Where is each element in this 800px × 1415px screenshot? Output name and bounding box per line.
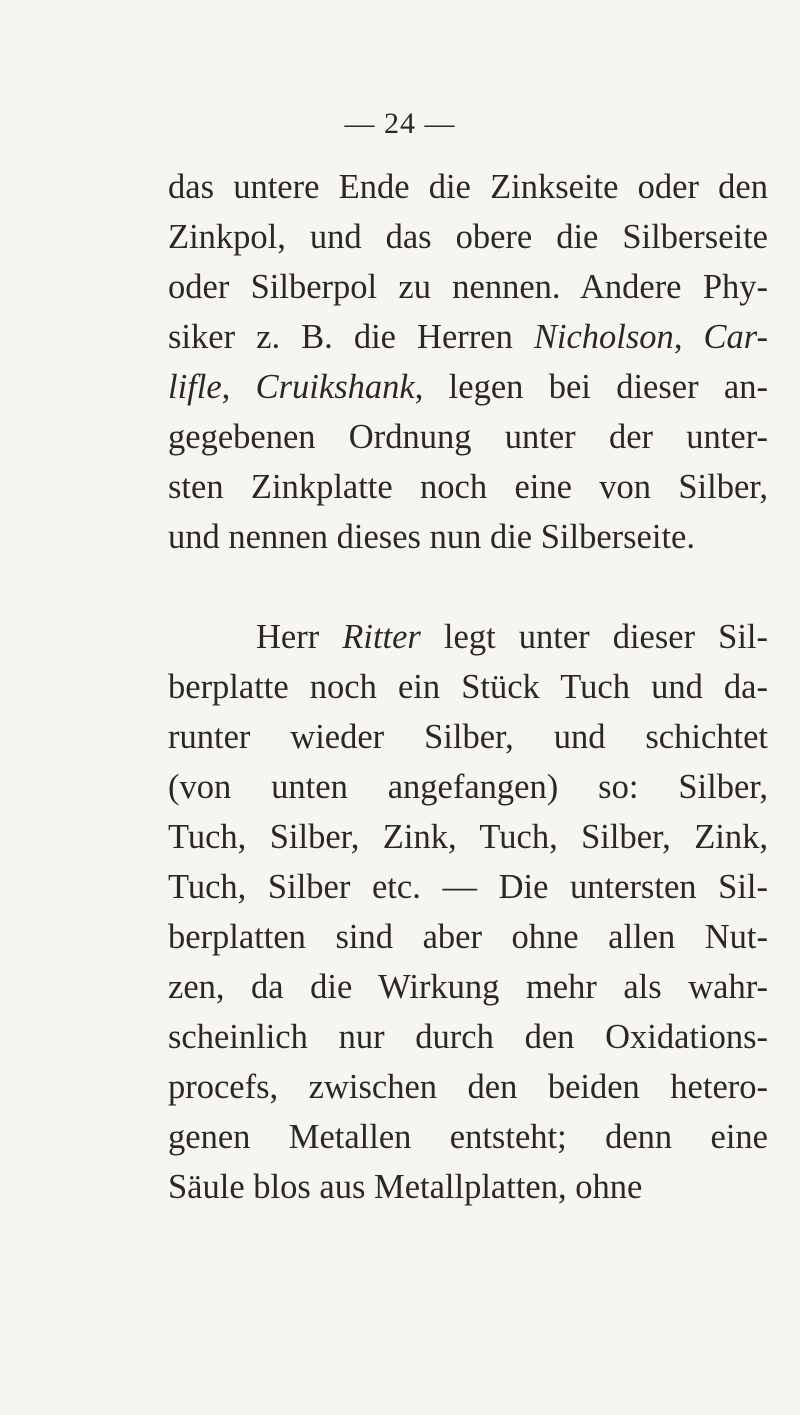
text-line [168,462,768,512]
text-line [168,1012,768,1062]
italic-name: Car- [703,318,769,356]
text-segment: , [673,318,704,356]
text-segment: sten Zinkplatte noch eine von Silber, [168,468,768,506]
text-segment: berplatte noch ein Stück Tuch und da- [168,668,768,706]
text-segment: siker z. B. die Herren [168,318,534,356]
text-segment: und nennen dieses nun die Silberseite. [168,518,695,556]
text-line [168,262,768,312]
text-line [168,312,768,362]
text-line [168,912,768,962]
italic-name: Nicholson [533,318,674,356]
text-line [168,862,768,912]
text-segment: zen, da die Wirkung mehr als wahr- [168,968,768,1006]
text-line [168,412,768,462]
italic-name: Cruikshank [255,368,415,406]
text-line [168,1112,768,1162]
text-segment: Zinkpol, und das obere die Silberseite [168,218,768,256]
text-segment: berplatten sind aber ohne allen Nut- [168,918,768,956]
page-number: — 24 — [344,107,456,140]
text-line [168,1162,768,1212]
text-segment: genen Metallen entsteht; denn eine [168,1118,768,1156]
text-segment: runter wieder Silber, und schichtet [168,718,768,756]
text-line [168,762,768,812]
text-line [168,812,768,862]
text-line [168,362,768,412]
text-segment: (von unten angefangen) so: Silber, [168,768,768,806]
text-line [168,962,768,1012]
text-segment: Säule blos aus Metallplatten, ohne [168,1168,643,1206]
text-segment: das untere Ende die Zinkseite oder den [168,168,768,206]
text-line [168,512,768,562]
text-line [168,212,768,262]
text-line [168,162,768,212]
text-segment: Tuch, Silber, Zink, Tuch, Silber, Zink, [168,818,768,856]
text-line [168,612,768,662]
text-line [168,662,768,712]
italic-name: lifle [168,368,222,406]
text-segment: Herr [256,618,343,656]
text-segment: , legen bei dieser an- [414,368,768,406]
text-segment: gegebenen Ordnung unter der unter- [168,418,768,456]
text-segment: scheinlich nur durch den Oxidations- [168,1018,768,1056]
text-segment: Tuch, Silber etc. — Die untersten Sil- [168,868,768,906]
text-line [168,1062,768,1112]
text-segment: oder Silberpol zu nennen. Andere Phy- [168,268,768,306]
text-line [168,712,768,762]
text-segment: legt unter dieser Sil- [420,618,768,656]
italic-name: Ritter [342,618,421,656]
text-segment: , [221,368,256,406]
text-segment: procefs, zwischen den beiden hetero- [168,1068,768,1106]
